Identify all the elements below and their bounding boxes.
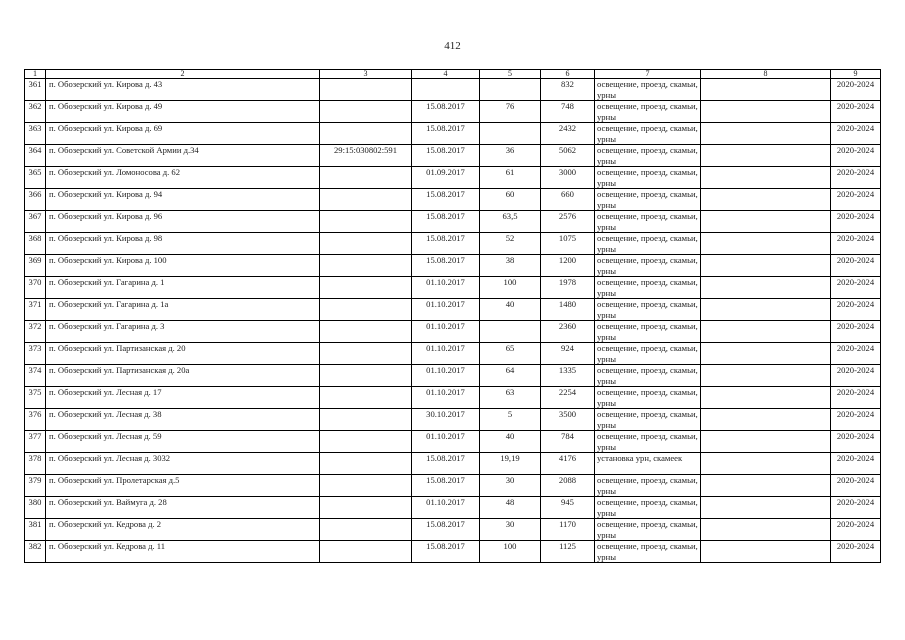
row-number-cell: 381 [25,519,46,541]
column-header: 9 [831,70,881,79]
table-row [25,475,881,497]
works-cell: освещение, проезд, скамьи, урны [595,211,701,233]
cadastral-number-cell [320,519,412,541]
address-cell: п. Обозерский ул. Кирова д. 69 [46,123,320,145]
area-cell: 2432 [541,123,595,145]
column-5-cell: 36 [480,145,541,167]
works-cell: освещение, проезд, скамьи, урны [595,101,701,123]
row-number-cell: 382 [25,541,46,563]
area-cell: 1200 [541,255,595,277]
column-5-cell: 48 [480,497,541,519]
row-number-cell: 367 [25,211,46,233]
works-cell: освещение, проезд, скамьи, урны [595,343,701,365]
column-5-cell: 61 [480,167,541,189]
cadastral-number-cell [320,365,412,387]
address-cell: п. Обозерский ул. Партизанская д. 20а [46,365,320,387]
column-8-cell [701,299,831,321]
address-cell: п. Обозерский ул. Советской Армии д.34 [46,145,320,167]
area-cell: 5062 [541,145,595,167]
table-row [25,431,881,453]
table-row [25,255,881,277]
area-cell: 660 [541,189,595,211]
column-8-cell [701,101,831,123]
address-cell: п. Обозерский ул. Лесная д. 17 [46,387,320,409]
works-cell: освещение, проезд, скамьи, урны [595,409,701,431]
area-cell: 1480 [541,299,595,321]
table-row [25,343,881,365]
date-cell: 30.10.2017 [412,409,480,431]
row-number-cell: 379 [25,475,46,497]
address-cell: п. Обозерский ул. Кедрова д. 11 [46,541,320,563]
area-cell: 832 [541,79,595,101]
row-number-cell: 373 [25,343,46,365]
cadastral-number-cell [320,79,412,101]
row-number-cell: 374 [25,365,46,387]
column-5-cell: 60 [480,189,541,211]
table-row [25,387,881,409]
area-cell: 748 [541,101,595,123]
cadastral-number-cell [320,541,412,563]
address-cell: п. Обозерский ул. Гагарина д. 1а [46,299,320,321]
date-cell: 01.10.2017 [412,431,480,453]
works-cell: установка урн, скамеек [595,453,701,475]
table-row [25,541,881,563]
table-row [25,277,881,299]
date-cell: 15.08.2017 [412,475,480,497]
table-row [25,167,881,189]
column-5-cell: 5 [480,409,541,431]
date-cell: 15.08.2017 [412,211,480,233]
column-5-cell [480,123,541,145]
area-cell: 1125 [541,541,595,563]
period-cell: 2020-2024 [831,277,881,299]
column-header: 5 [480,70,541,79]
area-cell: 2576 [541,211,595,233]
period-cell: 2020-2024 [831,497,881,519]
address-cell: п. Обозерский ул. Ваймуга д. 28 [46,497,320,519]
area-cell: 784 [541,431,595,453]
column-5-cell: 40 [480,431,541,453]
page-number: 412 [444,40,461,52]
period-cell: 2020-2024 [831,365,881,387]
column-5-cell: 64 [480,365,541,387]
address-cell: п. Обозерский ул. Лесная д. 38 [46,409,320,431]
address-cell: п. Обозерский ул. Кирова д. 96 [46,211,320,233]
column-8-cell [701,211,831,233]
period-cell: 2020-2024 [831,387,881,409]
cadastral-number-cell [320,123,412,145]
area-cell: 4176 [541,453,595,475]
column-8-cell [701,343,831,365]
column-header: 7 [595,70,701,79]
period-cell: 2020-2024 [831,409,881,431]
column-5-cell: 100 [480,541,541,563]
row-number-cell: 362 [25,101,46,123]
table-row [25,123,881,145]
column-5-cell: 52 [480,233,541,255]
period-cell: 2020-2024 [831,541,881,563]
period-cell: 2020-2024 [831,79,881,101]
date-cell: 01.10.2017 [412,343,480,365]
date-cell: 01.10.2017 [412,387,480,409]
works-cell: освещение, проезд, скамьи, урны [595,123,701,145]
date-cell: 01.10.2017 [412,497,480,519]
column-header: 2 [46,70,320,79]
column-header: 8 [701,70,831,79]
column-8-cell [701,497,831,519]
column-5-cell: 63 [480,387,541,409]
objects-table [24,69,881,563]
address-cell: п. Обозерский ул. Гагарина д. 1 [46,277,320,299]
area-cell: 1335 [541,365,595,387]
date-cell: 01.10.2017 [412,299,480,321]
period-cell: 2020-2024 [831,101,881,123]
row-number-cell: 368 [25,233,46,255]
works-cell: освещение, проезд, скамьи, урны [595,189,701,211]
column-5-cell [480,321,541,343]
address-cell: п. Обозерский ул. Кедрова д. 2 [46,519,320,541]
column-8-cell [701,189,831,211]
works-cell: освещение, проезд, скамьи, урны [595,365,701,387]
date-cell: 15.08.2017 [412,541,480,563]
period-cell: 2020-2024 [831,299,881,321]
date-cell: 01.09.2017 [412,167,480,189]
row-number-cell: 363 [25,123,46,145]
cadastral-number-cell [320,211,412,233]
column-5-cell: 65 [480,343,541,365]
table-row [25,233,881,255]
date-cell: 15.08.2017 [412,233,480,255]
address-cell: п. Обозерский ул. Кирова д. 100 [46,255,320,277]
area-cell: 2254 [541,387,595,409]
table-row [25,211,881,233]
column-5-cell: 38 [480,255,541,277]
cadastral-number-cell [320,101,412,123]
cadastral-number-cell [320,299,412,321]
address-cell: п. Обозерский ул. Кирова д. 49 [46,101,320,123]
cadastral-number-cell [320,431,412,453]
row-number-cell: 361 [25,79,46,101]
column-5-cell: 63,5 [480,211,541,233]
period-cell: 2020-2024 [831,453,881,475]
works-cell: освещение, проезд, скамьи, урны [595,387,701,409]
column-header: 6 [541,70,595,79]
works-cell: освещение, проезд, скамьи, урны [595,255,701,277]
row-number-cell: 377 [25,431,46,453]
works-cell: освещение, проезд, скамьи, урны [595,497,701,519]
date-cell: 01.10.2017 [412,277,480,299]
period-cell: 2020-2024 [831,211,881,233]
row-number-cell: 376 [25,409,46,431]
address-cell: п. Обозерский ул. Кирова д. 94 [46,189,320,211]
address-cell: п. Обозерский ул. Кирова д. 98 [46,233,320,255]
table-row [25,409,881,431]
area-cell: 1170 [541,519,595,541]
column-5-cell: 30 [480,519,541,541]
works-cell: освещение, проезд, скамьи, урны [595,431,701,453]
works-cell: освещение, проезд, скамьи, урны [595,233,701,255]
address-cell: п. Обозерский ул. Кирова д. 43 [46,79,320,101]
column-8-cell [701,255,831,277]
period-cell: 2020-2024 [831,343,881,365]
period-cell: 2020-2024 [831,233,881,255]
row-number-cell: 372 [25,321,46,343]
column-8-cell [701,321,831,343]
column-5-cell [480,79,541,101]
period-cell: 2020-2024 [831,519,881,541]
column-number-row [25,70,881,79]
column-8-cell [701,475,831,497]
row-number-cell: 365 [25,167,46,189]
table-row [25,79,881,101]
column-8-cell [701,145,831,167]
cadastral-number-cell [320,409,412,431]
period-cell: 2020-2024 [831,145,881,167]
column-8-cell [701,409,831,431]
column-8-cell [701,277,831,299]
column-header: 3 [320,70,412,79]
area-cell: 1075 [541,233,595,255]
column-5-cell: 76 [480,101,541,123]
row-number-cell: 380 [25,497,46,519]
address-cell: п. Обозерский ул. Ломоносова д. 62 [46,167,320,189]
works-cell: освещение, проезд, скамьи, урны [595,475,701,497]
cadastral-number-cell [320,343,412,365]
area-cell: 1978 [541,277,595,299]
period-cell: 2020-2024 [831,255,881,277]
table-row [25,299,881,321]
works-cell: освещение, проезд, скамьи, урны [595,79,701,101]
cadastral-number-cell [320,233,412,255]
area-cell: 945 [541,497,595,519]
table-row [25,519,881,541]
table-row [25,321,881,343]
column-8-cell [701,365,831,387]
area-cell: 2088 [541,475,595,497]
period-cell: 2020-2024 [831,123,881,145]
table-row [25,453,881,475]
address-cell: п. Обозерский ул. Лесная д. 3032 [46,453,320,475]
column-8-cell [701,233,831,255]
date-cell: 15.08.2017 [412,189,480,211]
cadastral-number-cell [320,453,412,475]
row-number-cell: 369 [25,255,46,277]
address-cell: п. Обозерский ул. Пролетарская д.5 [46,475,320,497]
period-cell: 2020-2024 [831,431,881,453]
period-cell: 2020-2024 [831,189,881,211]
cadastral-number-cell: 29:15:030802:591 [320,145,412,167]
cadastral-number-cell [320,475,412,497]
cadastral-number-cell [320,189,412,211]
column-8-cell [701,167,831,189]
cadastral-number-cell [320,277,412,299]
column-5-cell: 19,19 [480,453,541,475]
table-body [25,79,881,563]
date-cell: 15.08.2017 [412,123,480,145]
cadastral-number-cell [320,167,412,189]
column-8-cell [701,387,831,409]
date-cell: 15.08.2017 [412,255,480,277]
column-header: 4 [412,70,480,79]
cadastral-number-cell [320,321,412,343]
period-cell: 2020-2024 [831,321,881,343]
column-header: 1 [25,70,46,79]
row-number-cell: 371 [25,299,46,321]
table-row [25,365,881,387]
table-row [25,497,881,519]
works-cell: освещение, проезд, скамьи, урны [595,277,701,299]
column-8-cell [701,79,831,101]
row-number-cell: 370 [25,277,46,299]
address-cell: п. Обозерский ул. Партизанская д. 20 [46,343,320,365]
area-cell: 924 [541,343,595,365]
works-cell: освещение, проезд, скамьи, урны [595,145,701,167]
period-cell: 2020-2024 [831,475,881,497]
cadastral-number-cell [320,387,412,409]
date-cell: 15.08.2017 [412,519,480,541]
works-cell: освещение, проезд, скамьи, урны [595,167,701,189]
row-number-cell: 378 [25,453,46,475]
column-5-cell: 30 [480,475,541,497]
date-cell [412,79,480,101]
column-8-cell [701,519,831,541]
table-row [25,189,881,211]
works-cell: освещение, проезд, скамьи, урны [595,541,701,563]
period-cell: 2020-2024 [831,167,881,189]
cadastral-number-cell [320,255,412,277]
works-cell: освещение, проезд, скамьи, урны [595,519,701,541]
date-cell: 15.08.2017 [412,453,480,475]
column-8-cell [701,541,831,563]
row-number-cell: 364 [25,145,46,167]
date-cell: 15.08.2017 [412,101,480,123]
date-cell: 15.08.2017 [412,145,480,167]
column-5-cell: 100 [480,277,541,299]
row-number-cell: 375 [25,387,46,409]
works-cell: освещение, проезд, скамьи, урны [595,321,701,343]
table-row [25,101,881,123]
column-5-cell: 40 [480,299,541,321]
column-8-cell [701,453,831,475]
row-number-cell: 366 [25,189,46,211]
column-8-cell [701,123,831,145]
area-cell: 3000 [541,167,595,189]
table-row [25,145,881,167]
address-cell: п. Обозерский ул. Лесная д. 59 [46,431,320,453]
area-cell: 3500 [541,409,595,431]
cadastral-number-cell [320,497,412,519]
works-cell: освещение, проезд, скамьи, урны [595,299,701,321]
date-cell: 01.10.2017 [412,365,480,387]
address-cell: п. Обозерский ул. Гагарина д. 3 [46,321,320,343]
column-8-cell [701,431,831,453]
date-cell: 01.10.2017 [412,321,480,343]
area-cell: 2360 [541,321,595,343]
